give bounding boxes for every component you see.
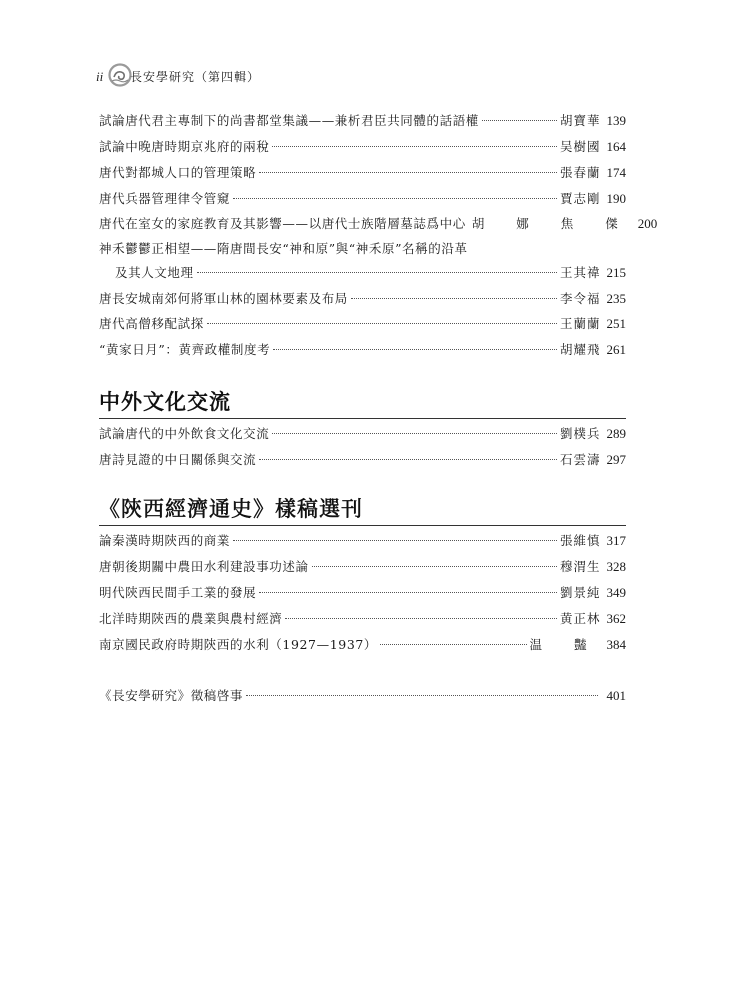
- dot-leader: [233, 539, 557, 541]
- entry-title: 試論中晚唐時期京兆府的兩稅: [99, 139, 270, 154]
- entry-title: 唐朝後期關中農田水利建設事功述論: [99, 559, 309, 574]
- toc-entry[interactable]: [99, 557, 626, 579]
- section-rule: [99, 525, 626, 526]
- entry-author: 穆渭生: [559, 559, 601, 574]
- entry-author: 賈志剛: [559, 191, 601, 206]
- entry-page: 362: [606, 611, 626, 626]
- dot-leader: [259, 458, 557, 460]
- entry-page: 317: [606, 533, 626, 548]
- toc-entry[interactable]: [99, 583, 626, 605]
- dot-leader: [272, 145, 557, 147]
- entry-title: 論秦漢時期陝西的商業: [99, 533, 231, 548]
- running-header: [96, 63, 656, 89]
- entry-page: 297: [606, 452, 626, 467]
- dot-leader: [259, 591, 557, 593]
- dot-leader: [285, 617, 557, 619]
- section-heading: 中外文化交流: [99, 389, 231, 414]
- entry-title: 唐代高僧移配試探: [99, 316, 204, 331]
- dot-leader: [312, 565, 557, 567]
- entry-author: 温 豔: [529, 637, 601, 652]
- entry-page: 235: [606, 291, 626, 306]
- toc-entry[interactable]: [99, 314, 626, 336]
- toc-entry-first-line[interactable]: [99, 239, 626, 261]
- toc-entry[interactable]: [99, 289, 626, 311]
- entry-author: 黄正林: [559, 611, 601, 626]
- entry-page: 251: [606, 316, 626, 331]
- toc-entry[interactable]: [99, 635, 626, 657]
- entry-author: 吴樹國: [559, 139, 601, 154]
- entry-author: 胡 娜 焦 傑: [471, 216, 632, 231]
- entry-page: 139: [606, 113, 626, 128]
- section-heading: 《陝西經濟通史》樣稿選刊: [99, 497, 363, 521]
- entry-page: 384: [606, 637, 626, 652]
- dot-leader: [273, 348, 557, 350]
- entry-title: 試論唐代君主專制下的尚書都堂集議——兼析君臣共同體的話語權: [99, 113, 479, 128]
- entry-author: 李令福: [559, 291, 601, 306]
- entry-page: 174: [606, 165, 626, 180]
- entry-title: 明代陝西民間手工業的發展: [99, 585, 257, 600]
- entry-author: 張維慎: [559, 533, 601, 548]
- entry-author: 劉景純: [559, 585, 601, 600]
- entry-title: 《長安學研究》徵稿啓事: [99, 688, 244, 703]
- entry-page: 289: [606, 426, 626, 441]
- entry-author: 胡寶華: [559, 113, 601, 128]
- toc-entry[interactable]: [99, 609, 626, 631]
- entry-title: 唐代對都城人口的管理策略: [99, 165, 257, 180]
- dot-leader: [207, 322, 557, 324]
- cloud-emblem-icon: [108, 63, 132, 87]
- toc-entry[interactable]: [99, 137, 626, 159]
- toc-entry[interactable]: [99, 424, 626, 446]
- entry-title: 北洋時期陝西的農業與農村經濟: [99, 611, 283, 626]
- toc-entry[interactable]: [99, 111, 626, 133]
- entry-title: 南京國民政府時期陝西的水利（1927—1937）: [99, 637, 378, 652]
- toc-entry-continuation[interactable]: [99, 263, 626, 285]
- toc-entry-call-for-papers[interactable]: [99, 686, 626, 708]
- toc-entry[interactable]: [99, 340, 626, 362]
- entry-page: 261: [606, 342, 626, 357]
- dot-leader: [233, 197, 557, 199]
- entry-title-continued: 及其人文地理: [115, 265, 194, 280]
- dot-leader: [259, 171, 557, 173]
- entry-page: 164: [606, 139, 626, 154]
- toc-entry[interactable]: [99, 163, 626, 185]
- dot-leader: [351, 297, 557, 299]
- entry-title: 唐代兵器管理律令管窺: [99, 191, 231, 206]
- toc-entry[interactable]: [99, 189, 626, 211]
- entry-author: 劉樸兵: [559, 426, 601, 441]
- entry-page: 200: [637, 216, 658, 231]
- page-numeral: ii: [96, 69, 104, 84]
- entry-page: 215: [606, 265, 626, 280]
- entry-author: 石雲濤: [559, 452, 601, 467]
- entry-author: 胡耀飛: [559, 342, 601, 357]
- entry-title: 唐代在室女的家庭教育及其影響——以唐代士族階層墓誌爲中心: [99, 216, 466, 231]
- toc-entry[interactable]: [99, 214, 658, 236]
- entry-page: 190: [606, 191, 626, 206]
- entry-title: 唐詩見證的中日關係與交流: [99, 452, 257, 467]
- entry-author: 王其禕: [559, 265, 601, 280]
- entry-page: 401: [606, 688, 626, 703]
- toc-entry[interactable]: [99, 531, 626, 553]
- section-rule: [99, 418, 626, 419]
- dot-leader: [272, 432, 557, 434]
- entry-title: 試論唐代的中外飲食文化交流: [99, 426, 270, 441]
- toc-entry[interactable]: [99, 450, 626, 472]
- dot-leader: [482, 119, 557, 121]
- running-title: 長安學研究（第四輯）: [130, 70, 261, 84]
- entry-page: 328: [606, 559, 626, 574]
- entry-page: 349: [606, 585, 626, 600]
- entry-author: 王蘭蘭: [559, 316, 601, 331]
- dot-leader: [197, 271, 557, 273]
- entry-title: 唐長安城南郊何將軍山林的園林要素及布局: [99, 291, 348, 306]
- entry-title: 神禾鬱鬱正相望——隋唐間長安“神和原”與“神禾原”名稱的沿革: [99, 241, 468, 256]
- entry-title: “黄家日月”：黄齊政權制度考: [99, 342, 271, 357]
- dot-leader: [246, 694, 597, 696]
- entry-author: 張春蘭: [559, 165, 601, 180]
- dot-leader: [380, 643, 526, 645]
